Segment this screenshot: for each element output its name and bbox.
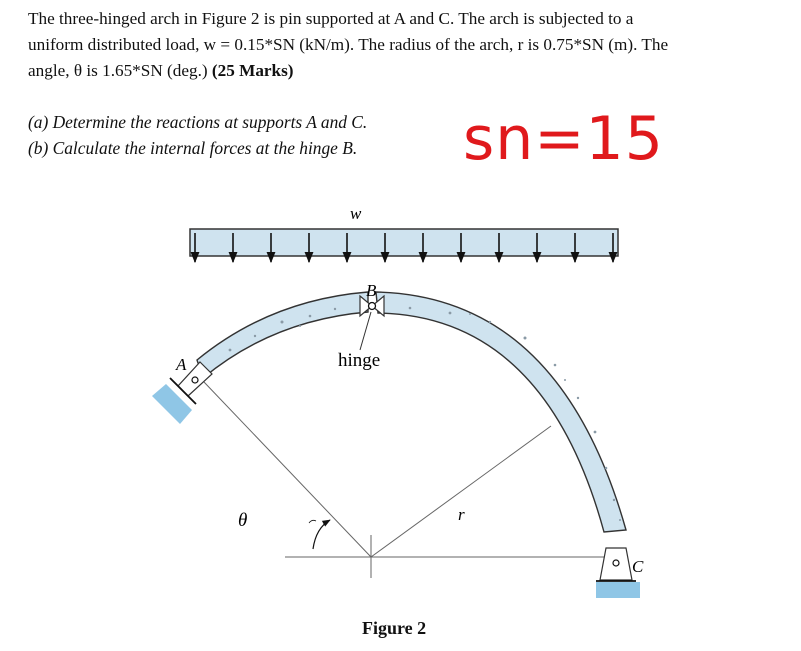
figure-caption: Figure 2	[362, 618, 427, 638]
hinge-label: hinge	[338, 350, 381, 371]
hinge-leader	[360, 312, 371, 350]
radius-line-r	[371, 426, 551, 557]
problem-line-1: The three-hinged arch in Figure 2 is pin supported at A and C. The arch is subjected to a	[28, 9, 634, 28]
angle-tick	[309, 520, 316, 523]
distributed-load	[190, 204, 618, 262]
angle-arc	[313, 520, 330, 549]
radius-label: r	[458, 505, 465, 524]
support-c-label: C	[632, 557, 644, 576]
angle-label: θ	[238, 510, 248, 531]
part-b: (b) Calculate the internal forces at the hinge B.	[28, 138, 358, 158]
support-c	[596, 548, 644, 598]
support-a	[152, 355, 212, 424]
part-a: (a) Determine the reactions at supports A and C.	[28, 112, 368, 132]
arch-segment-right	[376, 292, 626, 532]
marks-label: (25 Marks)	[211, 61, 294, 80]
support-a-label: A	[176, 355, 187, 374]
load-block	[190, 229, 618, 256]
hinge-b-label: B	[366, 281, 377, 300]
radius-line-a	[204, 382, 371, 557]
problem-line-3-text: angle, θ is 1.65*SN (deg.)	[28, 61, 208, 80]
load-label: w	[350, 204, 362, 223]
sn-note: sn=15	[463, 104, 664, 174]
problem-line-2: uniform distributed load, w = 0.15*SN (kN/m). The radius of the arch, r is 0.75*SN (m). The	[28, 35, 669, 54]
hinge-b	[360, 281, 384, 316]
